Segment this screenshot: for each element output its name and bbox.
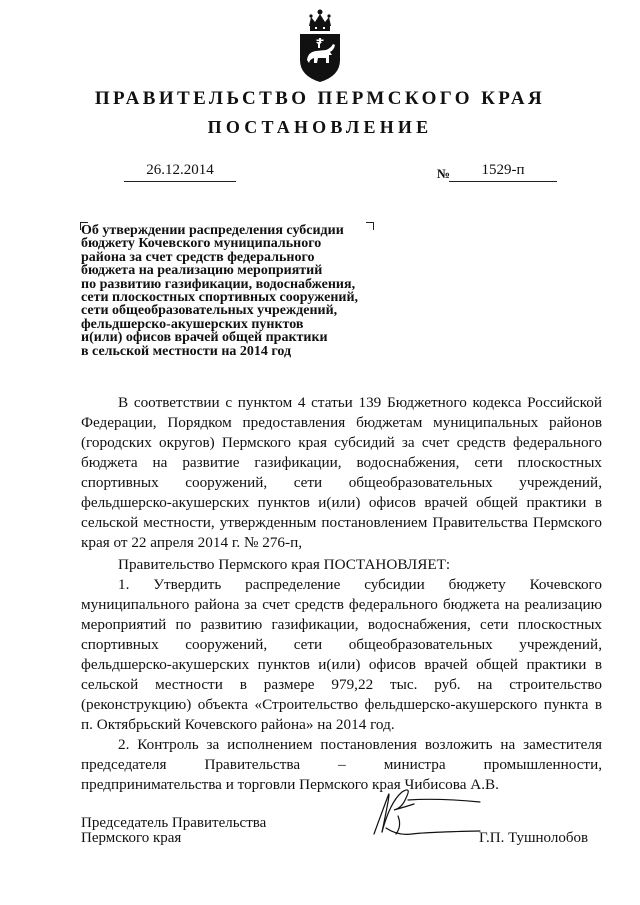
number-sign: №: [437, 166, 451, 181]
subject-line: бюджета на реализацию мероприятий: [81, 263, 323, 279]
number-field: [449, 161, 557, 182]
subject-line: бюджету Кочевского муниципального: [81, 236, 322, 252]
signature-icon: [368, 782, 488, 846]
item-1-paragraph: 1. Утвердить распределение субсидии бюджету Кочевского муниципального района за счет средств федерального бюджета на реализацию мероприятий по развитию газификации, водоснабжения, сети плоскостных спортивных сооружений, сети общеобразовательных учреждений, фельдшерско-акушерских пунктов и(или) офисов врачей общей практики в сельской местности в размере 979,22 тыс. руб. на строительство (реконструкцию) объекта «Строительство фельдшерско-акушерского пункта в п. Октябрьский Кочевского района» на 2014 год.: [81, 576, 602, 733]
signatory-position: [81, 816, 266, 845]
position-line: Пермского края: [81, 829, 182, 846]
decree-line: Правительство Пермского края ПОСТАНОВЛЯЕТ:: [118, 556, 451, 573]
document-subject: [81, 224, 401, 358]
subject-line: в сельской местности на 2014 год: [81, 343, 292, 359]
document-body: [81, 393, 602, 795]
government-title: ПРАВИТЕЛЬСТВО ПЕРМСКОГО КРАЯ: [94, 88, 546, 109]
date-field: [124, 161, 236, 182]
subject-line: сети общеобразовательных учреждений,: [81, 303, 338, 319]
subject-line: фельдшерско-акушерских пунктов: [81, 316, 304, 332]
subject-line: по развитию газификации, водоснабжения,: [81, 276, 356, 292]
document-type: ПОСТАНОВЛЕНИЕ: [207, 117, 433, 137]
subject-line: Об утверждении распределения субсидии: [81, 223, 344, 238]
subject-line: сети плоскостных спортивных сооружений,: [81, 290, 359, 306]
signatory-name: Г.П. Тушнолобов: [479, 830, 589, 846]
document-date: 26.12.2014: [146, 162, 214, 178]
item-2-paragraph: 2. Контроль за исполнением постановления возложить на заместителя председателя Правительства – министра промышленности, предпринимательства и торговли Пермского края Чибисова А.В.: [81, 736, 602, 793]
coat-of-arms-icon: [296, 8, 344, 84]
subject-line: района за счет средств федерального: [81, 249, 315, 265]
subject-line: и(или) офисов врачей общей практики: [81, 330, 328, 346]
position-line: Председатель Правительства: [81, 815, 267, 831]
intro-paragraph: В соответствии с пунктом 4 статьи 139 Бюджетного кодекса Российской Федерации, Порядком предоставления бюджетам муниципальных районов (городских округов) Пермского края субсидий за счет средств федерального бюджета на развитие газификации, водоснабжения, сети плоскостных спортивных сооружений, сети общеобразовательных учреждений, фельдшерско-акушерских пунктов и(или) офисов врачей общей практики в сельской местности, утвержденным постановлением Правительства Пермского края от 22 апреля 2014 г. № 276-п,: [81, 394, 602, 551]
document-number: 1529-п: [481, 162, 525, 178]
